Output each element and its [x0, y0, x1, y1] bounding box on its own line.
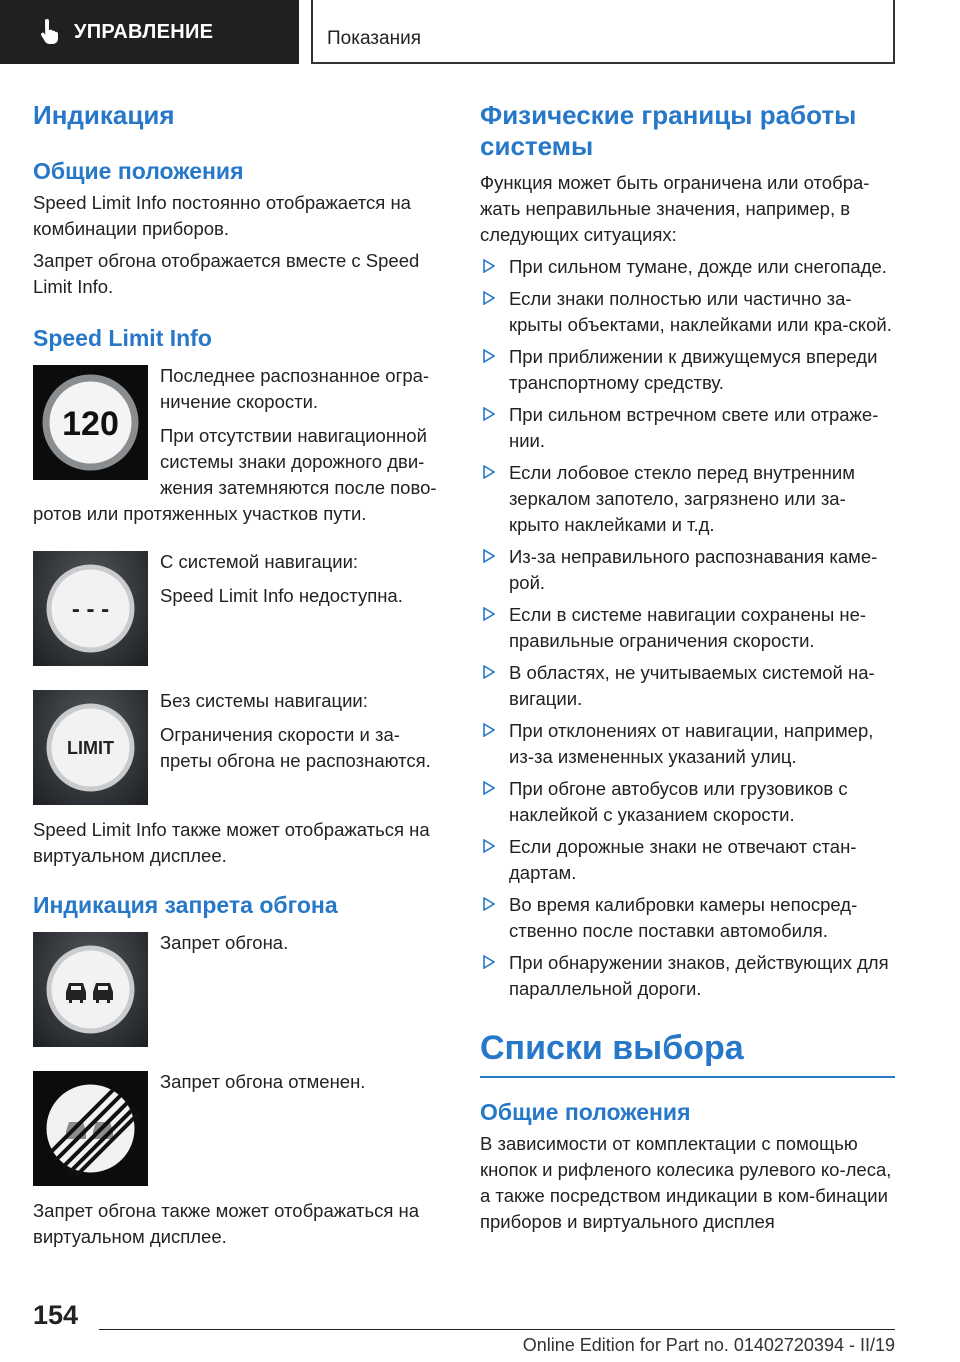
left-column [33, 100, 447, 1250]
paragraph: Функция может быть ограничена или отобра-жать неправильные значения, например, в следующих ситуациях: [480, 172, 870, 245]
triangle-bullet-icon [483, 607, 495, 621]
heading-general: Общие положения [33, 158, 244, 184]
list-item: При отклонениях от навигации, например, из-за измененных указаний улиц. [480, 718, 895, 770]
sli-nonav-block [33, 688, 447, 805]
triangle-bullet-icon [483, 407, 495, 421]
paragraph: Speed Limit Info также может отображаться на виртуальном дисплее. [33, 819, 430, 866]
list-item: При обнаружении знаков, действующих для параллельной дороги. [480, 950, 895, 1002]
paragraph: Запрет обгона. [160, 932, 289, 953]
hand-pointer-icon [38, 19, 60, 45]
paragraph: Ограничения скорости и за-преты обгона не распознаются. [160, 724, 431, 771]
triangle-bullet-icon [483, 465, 495, 479]
speed-limit-unavailable-icon [33, 551, 148, 666]
right-column [480, 100, 895, 1235]
paragraph: Speed Limit Info недоступна. [160, 585, 403, 606]
list-item: В областях, не учитываемых системой на-вигации. [480, 660, 895, 712]
paragraph: При отсутствии навигационной системы знаки дорожного дви-жения затемняются после пово-ротов или протяженных участков пути. [33, 425, 437, 524]
list-item: Если дорожные знаки не отвечают стан-дартам. [480, 834, 895, 886]
list-item: При обгоне автобусов или грузовиков с наклейкой с указанием скорости. [480, 776, 895, 828]
heading-selection-lists: Списки выбора [480, 1029, 744, 1067]
no-overtaking-icon [33, 932, 148, 1047]
list-item: Во время калибровки камеры непосред-ственно после поставки автомобиля. [480, 892, 895, 944]
paragraph: Запрет обгона отменен. [160, 1071, 366, 1092]
subsection-header [311, 0, 895, 64]
triangle-bullet-icon [483, 723, 495, 737]
heading-divider [480, 1076, 895, 1078]
list-item: Если лобовое стекло перед внутренним зеркалом запотело, загрязнено или за-крыто наклейками и т.д. [480, 460, 895, 538]
heading-general-lists: Общие положения [480, 1099, 691, 1125]
triangle-bullet-icon [483, 781, 495, 795]
overtake-ban-block [33, 930, 447, 1047]
sli-nav-block [33, 549, 447, 666]
overtake-cancel-block [33, 1069, 447, 1186]
paragraph: Запрет обгона также может отображаться на виртуальном дисплее. [33, 1200, 420, 1247]
subsection-title: Показания [327, 28, 421, 49]
footer-divider [99, 1329, 895, 1330]
triangle-bullet-icon [483, 549, 495, 563]
limits-list [480, 254, 895, 1002]
paragraph: Speed Limit Info постоянно отображается на комбинации приборов. [33, 192, 411, 239]
list-item: При сильном встречном свете или отраже-нии. [480, 402, 895, 454]
triangle-bullet-icon [483, 897, 495, 911]
triangle-bullet-icon [483, 259, 495, 273]
heading-overtake: Индикация запрета обгона [33, 892, 338, 918]
speed-limit-limit-icon [33, 690, 148, 805]
footer-edition: Online Edition for Part no. 01402720394 - II/19 [522, 1335, 895, 1355]
list-item: Если знаки полностью или частично за-крыты объектами, наклейками или кра-ской. [480, 286, 895, 338]
dash-text: - - - [71, 596, 110, 623]
triangle-bullet-icon [483, 665, 495, 679]
heading-indication: Индикация [33, 100, 175, 130]
speed-limit-120-icon [33, 365, 148, 480]
speed-value: 120 [62, 405, 119, 443]
triangle-bullet-icon [483, 839, 495, 853]
list-item: Из-за неправильного распознавания каме-рой. [480, 544, 895, 596]
sli-block [33, 363, 447, 527]
heading-physical-limits: Физические границы работы системы [480, 100, 857, 161]
end-no-overtaking-icon [33, 1071, 148, 1186]
label-without-navigation: Без системы навигации: [160, 690, 368, 711]
triangle-bullet-icon [483, 349, 495, 363]
paragraph: Запрет обгона отображается вместе с Speed Limit Info. [33, 250, 420, 297]
triangle-bullet-icon [483, 291, 495, 305]
section-title: УПРАВЛЕНИЕ [74, 20, 214, 43]
label-with-navigation: С системой навигации: [160, 551, 359, 572]
limit-text: LIMIT [67, 738, 114, 758]
triangle-bullet-icon [483, 955, 495, 969]
heading-speed-limit-info: Speed Limit Info [33, 325, 212, 351]
list-item: При сильном тумане, дожде или снегопаде. [480, 254, 895, 280]
page-number: 154 [33, 1300, 79, 1330]
section-header [0, 0, 299, 64]
paragraph: В зависимости от комплектации с помощью кнопок и рифленого колесика рулевого ко-леса, а также посредством индикации в ком-бинации приборов и виртуального дисплея [480, 1133, 892, 1232]
paragraph: Последнее распознанное огра-ничение скорости. [160, 365, 430, 412]
list-item: При приближении к движущемуся впереди транспортному средству. [480, 344, 895, 396]
list-item: Если в системе навигации сохранены не-правильные ограничения скорости. [480, 602, 895, 654]
